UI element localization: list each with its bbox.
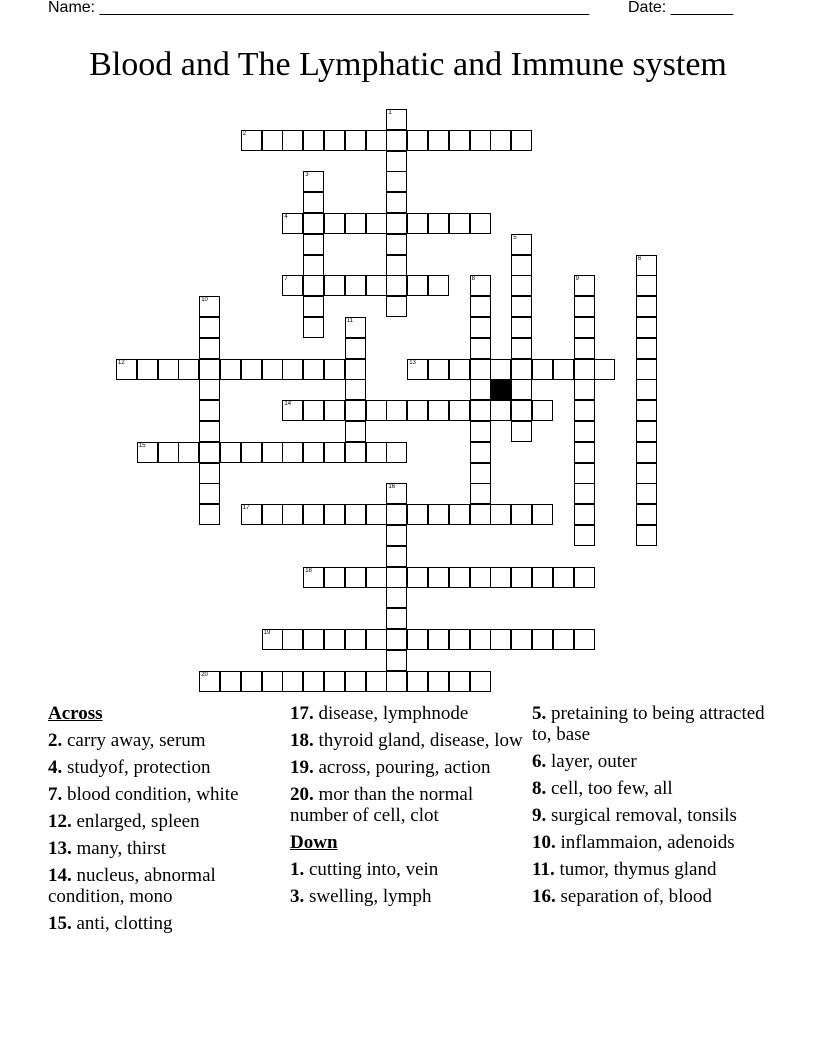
grid-cell[interactable] — [574, 379, 595, 400]
grid-cell[interactable] — [324, 629, 345, 650]
grid-cell[interactable] — [366, 275, 387, 296]
grid-cell[interactable] — [470, 442, 491, 463]
cell-number: 20 — [201, 671, 208, 678]
grid-cell[interactable] — [386, 255, 407, 276]
grid-cell[interactable] — [532, 400, 553, 421]
grid-cell[interactable] — [345, 504, 366, 525]
grid-cell[interactable] — [303, 213, 324, 234]
grid-cell[interactable] — [449, 504, 470, 525]
grid-cell[interactable] — [241, 671, 262, 692]
down-heading: Down — [290, 832, 338, 853]
grid-cell[interactable] — [511, 359, 532, 380]
grid-cell[interactable] — [553, 629, 574, 650]
grid-cell[interactable] — [428, 567, 449, 588]
grid-cell[interactable] — [636, 359, 657, 380]
clue-across-12: 12. enlarged, spleen — [48, 811, 200, 832]
grid-cell[interactable] — [470, 359, 491, 380]
grid-cell[interactable] — [303, 442, 324, 463]
grid-cell[interactable] — [324, 400, 345, 421]
grid-cell[interactable] — [303, 567, 324, 588]
grid-cell[interactable] — [407, 213, 428, 234]
grid-cell[interactable] — [324, 671, 345, 692]
grid-cell[interactable] — [386, 587, 407, 608]
grid-cell[interactable] — [470, 130, 491, 151]
cell-number: 13 — [409, 359, 416, 366]
grid-cell[interactable] — [574, 463, 595, 484]
header — [0, 0, 816, 19]
grid-cell[interactable] — [386, 151, 407, 172]
cell-number: 18 — [305, 567, 312, 574]
grid-cell[interactable] — [282, 130, 303, 151]
name-line: Name: _______________________________________________________ — [48, 0, 589, 16]
grid-cell[interactable] — [470, 483, 491, 504]
grid-cell[interactable] — [199, 421, 220, 442]
cell-number: 15 — [138, 442, 146, 449]
grid-cell[interactable] — [470, 400, 491, 421]
grid-cell[interactable] — [199, 400, 220, 421]
grid-cell[interactable] — [470, 275, 491, 296]
grid-cell[interactable] — [428, 213, 449, 234]
clue-across-19: 19. across, pouring, action — [290, 757, 491, 778]
grid-cell[interactable] — [303, 671, 324, 692]
grid-cell[interactable] — [324, 213, 345, 234]
grid-cell[interactable] — [386, 525, 407, 546]
black-cell — [490, 379, 511, 400]
grid-cell[interactable] — [345, 359, 366, 380]
grid-cell[interactable] — [303, 629, 324, 650]
grid-cell[interactable] — [470, 421, 491, 442]
grid-cell[interactable] — [407, 275, 428, 296]
grid-cell[interactable] — [511, 504, 532, 525]
grid-cell[interactable] — [386, 567, 407, 588]
grid-cell[interactable] — [449, 629, 470, 650]
clue-across-13: 13. many, thirst — [48, 838, 167, 859]
grid-cell[interactable] — [241, 359, 262, 380]
grid-cell[interactable] — [553, 359, 574, 380]
grid-cell[interactable] — [428, 275, 449, 296]
grid-cell[interactable] — [241, 442, 262, 463]
clue-down-5: 5. pretaining to being attracted to, base — [532, 703, 765, 745]
grid-cell[interactable] — [636, 379, 657, 400]
grid-cell[interactable] — [407, 504, 428, 525]
grid-cell[interactable] — [490, 504, 511, 525]
grid-cell[interactable] — [386, 296, 407, 317]
grid-cell[interactable] — [470, 463, 491, 484]
grid-cell[interactable] — [116, 359, 137, 380]
grid-cell[interactable] — [511, 338, 532, 359]
grid-cell[interactable] — [303, 296, 324, 317]
grid-cell[interactable] — [366, 130, 387, 151]
grid-cell[interactable] — [386, 504, 407, 525]
grid-cell[interactable] — [449, 359, 470, 380]
across-heading: Across — [48, 703, 103, 724]
grid-cell[interactable] — [324, 359, 345, 380]
grid-cell[interactable] — [470, 296, 491, 317]
cell-number: 9 — [575, 276, 579, 283]
grid-cell[interactable] — [407, 400, 428, 421]
clue-down-3: 3. swelling, lymph — [290, 886, 432, 907]
grid-cell[interactable] — [345, 671, 366, 692]
grid-cell[interactable] — [282, 359, 303, 380]
grid-cell[interactable] — [303, 171, 324, 192]
cell-number: 16 — [388, 484, 396, 491]
grid-cell[interactable] — [470, 213, 491, 234]
clue-down-10: 10. inflammaion, adenoids — [532, 832, 735, 853]
clue-across-20: 20. mor than the normal number of cell, clot — [290, 784, 474, 826]
grid-cell[interactable] — [366, 504, 387, 525]
grid-cell[interactable] — [490, 629, 511, 650]
grid-cell[interactable] — [490, 567, 511, 588]
grid-cell[interactable] — [178, 359, 199, 380]
grid-cell[interactable] — [241, 504, 262, 525]
clue-across-17: 17. disease, lymphnode — [290, 703, 469, 724]
grid-cell[interactable] — [490, 400, 511, 421]
grid-cell[interactable] — [324, 442, 345, 463]
grid-cell[interactable] — [303, 275, 324, 296]
cell-number: 5 — [513, 234, 517, 241]
clue-column-1 — [48, 703, 283, 940]
cell-number: 19 — [263, 630, 271, 636]
cell-number: 17 — [242, 505, 250, 512]
grid-cell[interactable] — [345, 400, 366, 421]
grid-cell[interactable] — [636, 255, 657, 276]
grid-cell[interactable] — [511, 379, 532, 400]
grid-cell[interactable] — [303, 255, 324, 276]
grid-cell[interactable] — [386, 213, 407, 234]
grid-cell[interactable] — [511, 234, 532, 255]
grid-cell[interactable] — [345, 629, 366, 650]
grid-cell[interactable] — [386, 234, 407, 255]
grid-cell[interactable] — [574, 567, 595, 588]
clue-across-2: 2. carry away, serum — [48, 730, 206, 751]
grid-cell[interactable] — [345, 338, 366, 359]
grid-cell[interactable] — [574, 296, 595, 317]
cell-number: 7 — [284, 276, 288, 283]
grid-cell[interactable] — [386, 275, 407, 296]
grid-cell[interactable] — [574, 483, 595, 504]
clue-across-7: 7. blood condition, white — [48, 784, 239, 805]
grid-cell[interactable] — [345, 275, 366, 296]
grid-cell[interactable] — [199, 504, 220, 525]
grid-cell[interactable] — [428, 504, 449, 525]
grid-cell[interactable] — [199, 317, 220, 338]
grid-cell[interactable] — [532, 359, 553, 380]
cell-number: 4 — [284, 214, 288, 220]
grid-cell[interactable] — [262, 442, 283, 463]
grid-cell[interactable] — [366, 567, 387, 588]
grid-cell[interactable] — [282, 213, 303, 234]
grid-cell[interactable] — [470, 338, 491, 359]
grid-cell[interactable] — [386, 442, 407, 463]
grid-cell[interactable] — [511, 629, 532, 650]
clue-down-11: 11. tumor, thymus gland — [532, 859, 717, 880]
cell-number: 14 — [284, 401, 292, 408]
grid-cell[interactable] — [532, 504, 553, 525]
grid-cell[interactable] — [199, 442, 220, 463]
cell-number: 8 — [471, 276, 475, 283]
grid-cell[interactable] — [345, 317, 366, 338]
grid-cell[interactable] — [574, 442, 595, 463]
grid-cell[interactable] — [407, 567, 428, 588]
grid-cell[interactable] — [324, 275, 345, 296]
grid-cell[interactable] — [303, 400, 324, 421]
grid-cell[interactable] — [407, 629, 428, 650]
grid-cell[interactable] — [449, 567, 470, 588]
clue-column-3 — [532, 703, 772, 913]
grid-cell[interactable] — [324, 130, 345, 151]
grid-cell[interactable] — [303, 234, 324, 255]
grid-cell[interactable] — [366, 671, 387, 692]
grid-cell[interactable] — [636, 400, 657, 421]
grid-cell[interactable] — [449, 213, 470, 234]
grid-cell[interactable] — [490, 359, 511, 380]
grid-cell[interactable] — [220, 442, 241, 463]
grid-cell[interactable] — [574, 525, 595, 546]
grid-cell[interactable] — [262, 130, 283, 151]
grid-cell[interactable] — [407, 671, 428, 692]
cell-number: 10 — [201, 297, 208, 304]
grid-cell[interactable] — [345, 442, 366, 463]
grid-cell[interactable] — [345, 567, 366, 588]
grid-cell[interactable] — [532, 567, 553, 588]
grid-cell[interactable] — [345, 379, 366, 400]
grid-cell[interactable] — [366, 400, 387, 421]
grid-cell[interactable] — [636, 421, 657, 442]
grid-cell[interactable] — [282, 275, 303, 296]
grid-cell[interactable] — [386, 171, 407, 192]
grid-cell[interactable] — [282, 671, 303, 692]
clue-column-2 — [290, 703, 525, 913]
grid-cell[interactable] — [532, 629, 553, 650]
grid-cell[interactable] — [574, 317, 595, 338]
cell-number: 3 — [305, 172, 309, 179]
grid-cell[interactable] — [262, 359, 283, 380]
grid-cell[interactable] — [511, 317, 532, 338]
grid-cell[interactable] — [282, 400, 303, 421]
grid-cell[interactable] — [470, 504, 491, 525]
grid-cell[interactable] — [137, 442, 158, 463]
grid-cell[interactable] — [470, 629, 491, 650]
grid-cell[interactable] — [345, 130, 366, 151]
grid-cell[interactable] — [282, 504, 303, 525]
grid-cell[interactable] — [303, 317, 324, 338]
grid-cell[interactable] — [303, 130, 324, 151]
cell-number: 11 — [346, 318, 354, 324]
grid-cell[interactable] — [574, 421, 595, 442]
grid-cell[interactable] — [199, 296, 220, 317]
grid-cell[interactable] — [178, 442, 199, 463]
grid-cell[interactable] — [158, 442, 179, 463]
grid-cell[interactable] — [428, 629, 449, 650]
grid-cell[interactable] — [366, 442, 387, 463]
grid-cell[interactable] — [428, 671, 449, 692]
grid-cell[interactable] — [199, 359, 220, 380]
grid-cell[interactable] — [386, 546, 407, 567]
grid-cell[interactable] — [137, 359, 158, 380]
grid-cell[interactable] — [324, 567, 345, 588]
clue-down-9: 9. surgical removal, tonsils — [532, 805, 737, 826]
grid-cell[interactable] — [220, 359, 241, 380]
grid-cell[interactable] — [386, 109, 407, 130]
grid-cell[interactable] — [428, 130, 449, 151]
grid-cell[interactable] — [199, 463, 220, 484]
grid-cell[interactable] — [449, 671, 470, 692]
grid-cell[interactable] — [262, 671, 283, 692]
grid-cell[interactable] — [262, 504, 283, 525]
grid-cell[interactable] — [511, 296, 532, 317]
clue-down-6: 6. layer, outer — [532, 751, 637, 772]
grid-cell[interactable] — [511, 567, 532, 588]
grid-cell[interactable] — [553, 567, 574, 588]
grid-cell[interactable] — [386, 671, 407, 692]
grid-cell[interactable] — [449, 400, 470, 421]
grid-cell[interactable] — [199, 483, 220, 504]
grid-cell[interactable] — [574, 338, 595, 359]
grid-cell[interactable] — [636, 338, 657, 359]
grid-cell[interactable] — [386, 400, 407, 421]
grid-cell[interactable] — [428, 359, 449, 380]
grid-cell[interactable] — [386, 483, 407, 504]
grid-cell[interactable] — [386, 650, 407, 671]
grid-cell[interactable] — [470, 671, 491, 692]
grid-cell[interactable] — [636, 483, 657, 504]
clue-across-18: 18. thyroid gland, disease, low — [290, 730, 523, 751]
grid-cell[interactable] — [636, 275, 657, 296]
grid-cell[interactable] — [158, 359, 179, 380]
grid-cell[interactable] — [345, 213, 366, 234]
grid-cell[interactable] — [324, 504, 345, 525]
grid-cell[interactable] — [345, 421, 366, 442]
grid-cell[interactable] — [511, 255, 532, 276]
grid-cell[interactable] — [470, 567, 491, 588]
grid-cell[interactable] — [241, 130, 262, 151]
grid-cell[interactable] — [636, 463, 657, 484]
grid-cell[interactable] — [574, 275, 595, 296]
grid-cell[interactable] — [262, 629, 283, 650]
grid-cell[interactable] — [303, 504, 324, 525]
grid-cell[interactable] — [470, 317, 491, 338]
clue-across-14: 14. nucleus, abnormal condition, mono — [48, 865, 216, 907]
grid-cell[interactable] — [199, 671, 220, 692]
grid-cell[interactable] — [220, 671, 241, 692]
date-line: Date: _______ — [628, 0, 733, 16]
grid-cell[interactable] — [511, 130, 532, 151]
grid-cell[interactable] — [386, 629, 407, 650]
grid-cell[interactable] — [470, 379, 491, 400]
grid-cell[interactable] — [199, 379, 220, 400]
grid-cell[interactable] — [407, 359, 428, 380]
cell-number: 1 — [388, 110, 392, 116]
grid-cell[interactable] — [636, 525, 657, 546]
grid-cell[interactable] — [594, 359, 615, 380]
grid-cell[interactable] — [386, 608, 407, 629]
grid-cell[interactable] — [449, 130, 470, 151]
clue-down-8: 8. cell, too few, all — [532, 778, 673, 799]
grid-cell[interactable] — [511, 421, 532, 442]
cell-number: 6 — [638, 255, 642, 262]
clue-down-16: 16. separation of, blood — [532, 886, 712, 907]
grid-cell[interactable] — [366, 629, 387, 650]
grid-cell[interactable] — [199, 338, 220, 359]
grid-cell[interactable] — [386, 130, 407, 151]
grid-cell[interactable] — [303, 192, 324, 213]
grid-cell[interactable] — [282, 629, 303, 650]
cell-number: 2 — [242, 130, 247, 137]
grid-cell[interactable] — [574, 629, 595, 650]
grid-cell[interactable] — [366, 213, 387, 234]
grid-cell[interactable] — [511, 400, 532, 421]
clue-across-4: 4. studyof, protection — [48, 757, 211, 778]
grid-cell[interactable] — [574, 504, 595, 525]
grid-cell[interactable] — [636, 442, 657, 463]
grid-cell[interactable] — [511, 275, 532, 296]
grid-cell[interactable] — [636, 296, 657, 317]
grid-cell[interactable] — [282, 442, 303, 463]
clue-across-15: 15. anti, clotting — [48, 913, 173, 934]
grid-cell[interactable] — [636, 504, 657, 525]
grid-cell[interactable] — [386, 192, 407, 213]
grid-cell[interactable] — [303, 359, 324, 380]
grid-cell[interactable] — [636, 317, 657, 338]
page-title: Blood and The Lymphatic and Immune system — [89, 46, 727, 83]
grid-cell[interactable] — [407, 130, 428, 151]
clue-down-1: 1. cutting into, vein — [290, 859, 439, 880]
grid-cell[interactable] — [428, 400, 449, 421]
grid-cell[interactable] — [574, 359, 595, 380]
grid-cell[interactable] — [490, 130, 511, 151]
grid-cell[interactable] — [574, 400, 595, 421]
cell-number: 12 — [118, 359, 125, 366]
